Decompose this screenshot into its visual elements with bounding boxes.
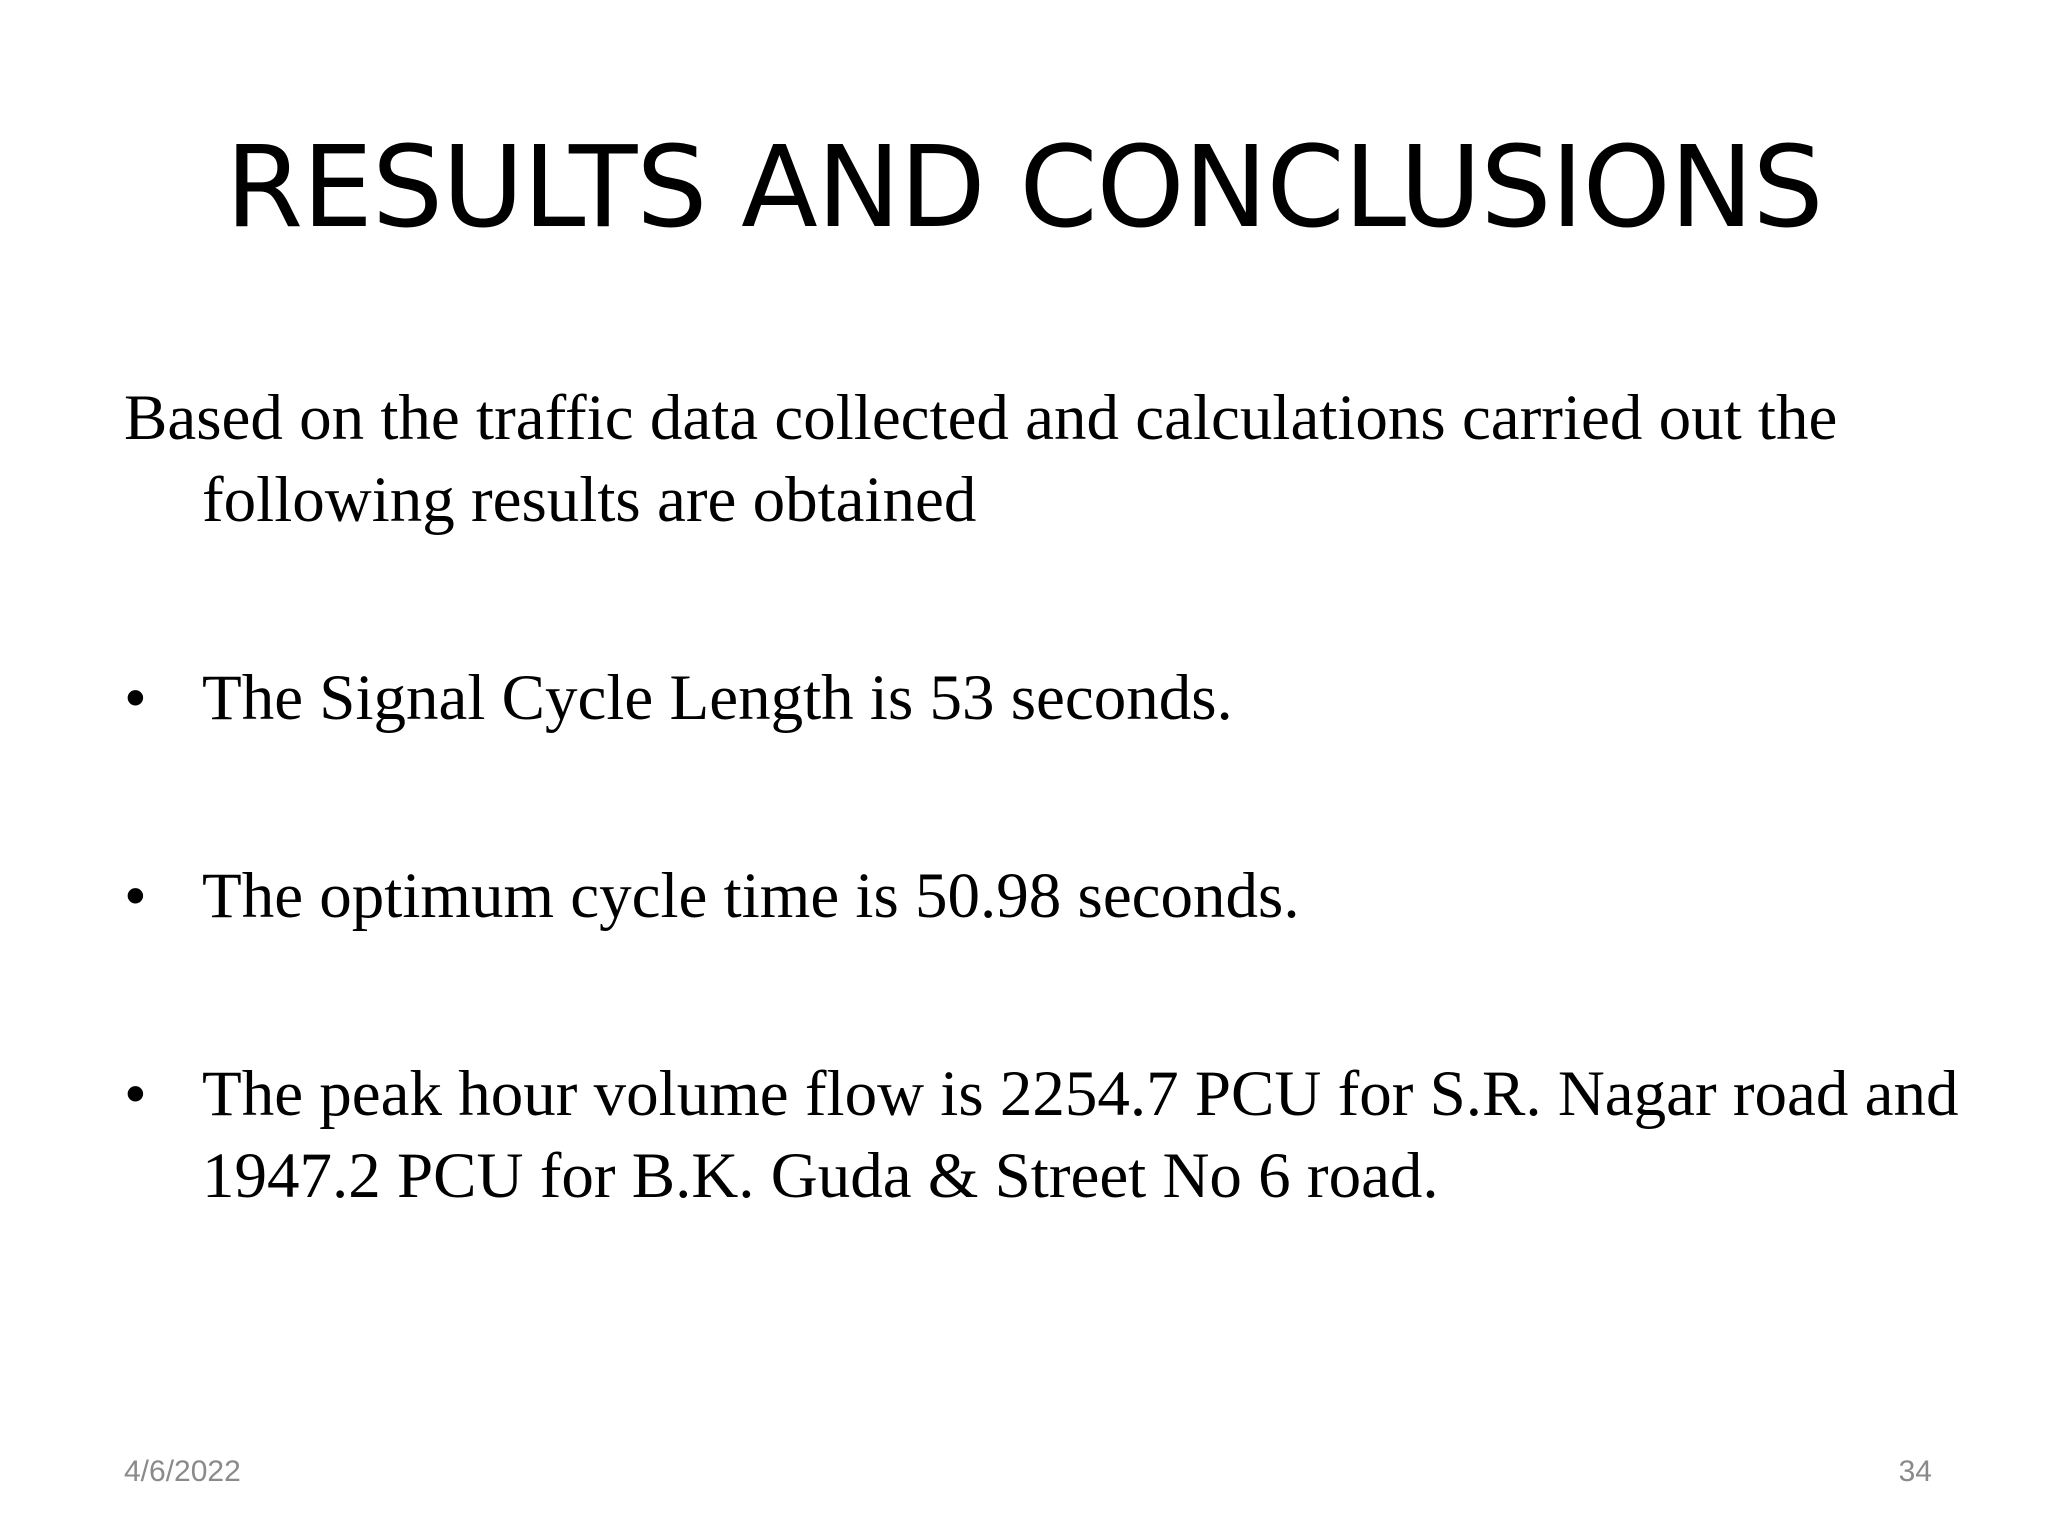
bullet-text: The peak hour volume flow is 2254.7 PCU for S.R. Nagar road and 1947.2 PCU for B.K. Guda & Street No 6 road. bbox=[202, 1058, 1959, 1212]
bullet-icon: • bbox=[124, 662, 147, 734]
bullet-item bbox=[124, 657, 2048, 739]
bullet-item bbox=[124, 1053, 2048, 1217]
bullet-icon: • bbox=[124, 1058, 147, 1130]
footer-page-number: 34 bbox=[1898, 1455, 1932, 1488]
bullet-icon: • bbox=[124, 860, 147, 932]
bullet-text: The optimum cycle time is 50.98 seconds. bbox=[202, 860, 1300, 932]
footer-date: 4/6/2022 bbox=[124, 1455, 241, 1488]
intro-paragraph: Based on the traffic data collected and calculations carried out the following results are obtained bbox=[124, 382, 1838, 536]
slide-title: RESULTS AND CONCLUSIONS bbox=[225, 123, 1823, 253]
bullet-text: The Signal Cycle Length is 53 seconds. bbox=[202, 662, 1233, 734]
bullet-item bbox=[124, 855, 2048, 937]
